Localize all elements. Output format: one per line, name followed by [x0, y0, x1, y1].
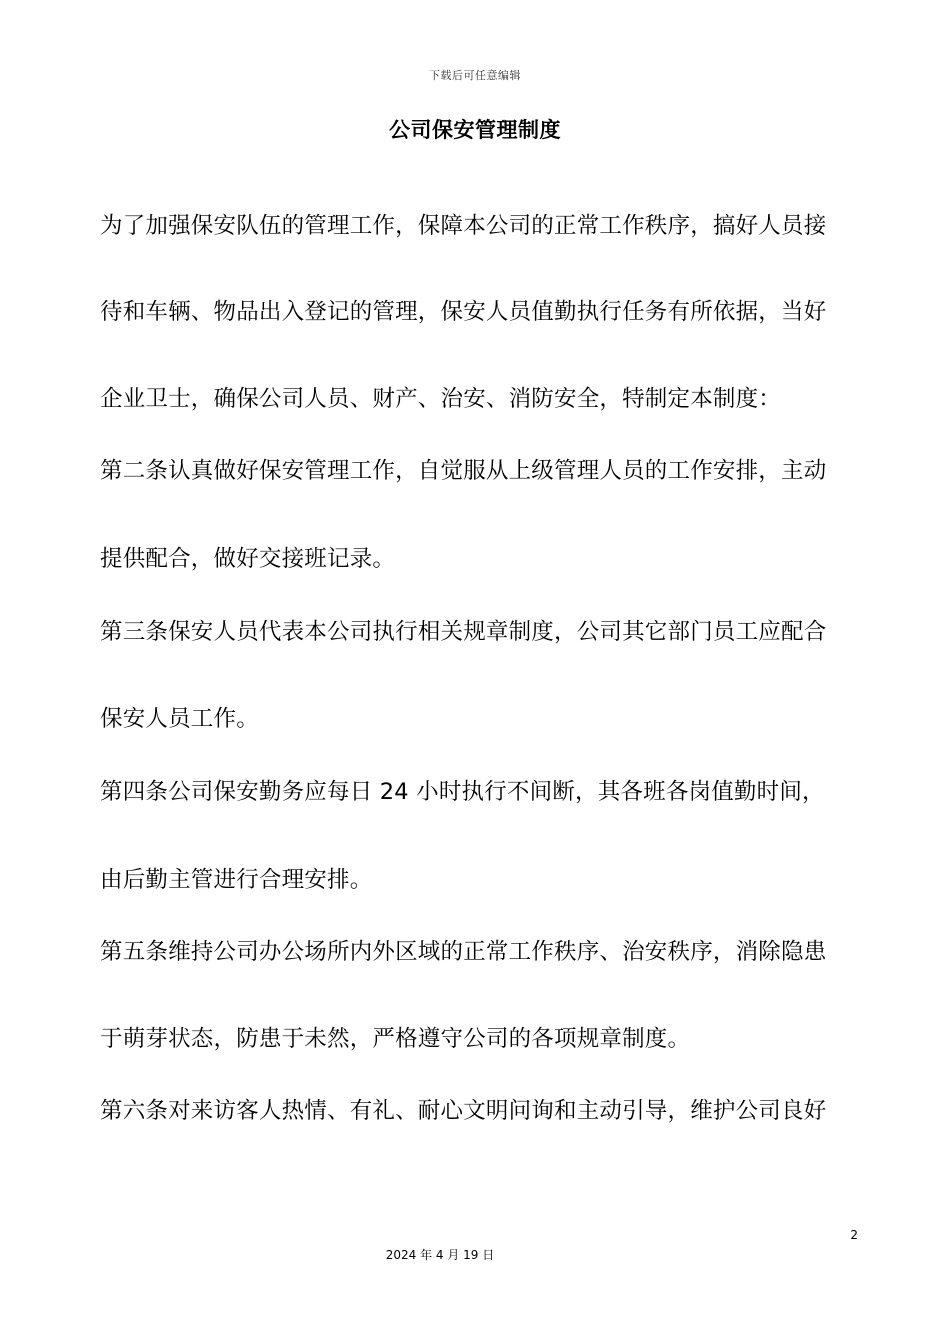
body-line: 保安人员工作。 [100, 706, 259, 732]
header-note: 下载后可任意编辑 [429, 69, 521, 82]
body-line: 第三条保安人员代表本公司执行相关规章制度，公司其它部门员工应配合 [100, 619, 827, 645]
body-line: 由后勤主管进行合理安排。 [100, 867, 373, 893]
body-line: 第二条认真做好保安管理工作，自觉服从上级管理人员的工作安排，主动 [100, 458, 827, 484]
body-line: 为了加强保安队伍的管理工作，保障本公司的正常工作秩序，搞好人员接 [100, 213, 827, 239]
body-line: 提供配合，做好交接班记录。 [100, 546, 396, 572]
page-number: 2 [850, 1228, 858, 1242]
body-line: 于萌芽状态，防患于未然，严格遵守公司的各项规章制度。 [100, 1026, 691, 1052]
body-line: 第六条对来访客人热情、有礼、耐心文明问询和主动引导，维护公司良好 [100, 1098, 827, 1124]
body-line: 第四条公司保安勤务应每日 24 小时执行不间断，其各班各岗值勤时间， [100, 779, 825, 805]
body-line: 企业卫士，确保公司人员、财产、治安、消防安全，特制定本制度： [100, 386, 782, 412]
document-title: 公司保安管理制度 [389, 118, 561, 142]
footer-date: 2024 年 4 月 19 日 [385, 1248, 495, 1262]
body-line: 待和车辆、物品出入登记的管理，保安人员值勤执行任务有所依据，当好 [100, 299, 827, 325]
body-line: 第五条维持公司办公场所内外区域的正常工作秩序、治安秩序，消除隐患 [100, 939, 827, 965]
